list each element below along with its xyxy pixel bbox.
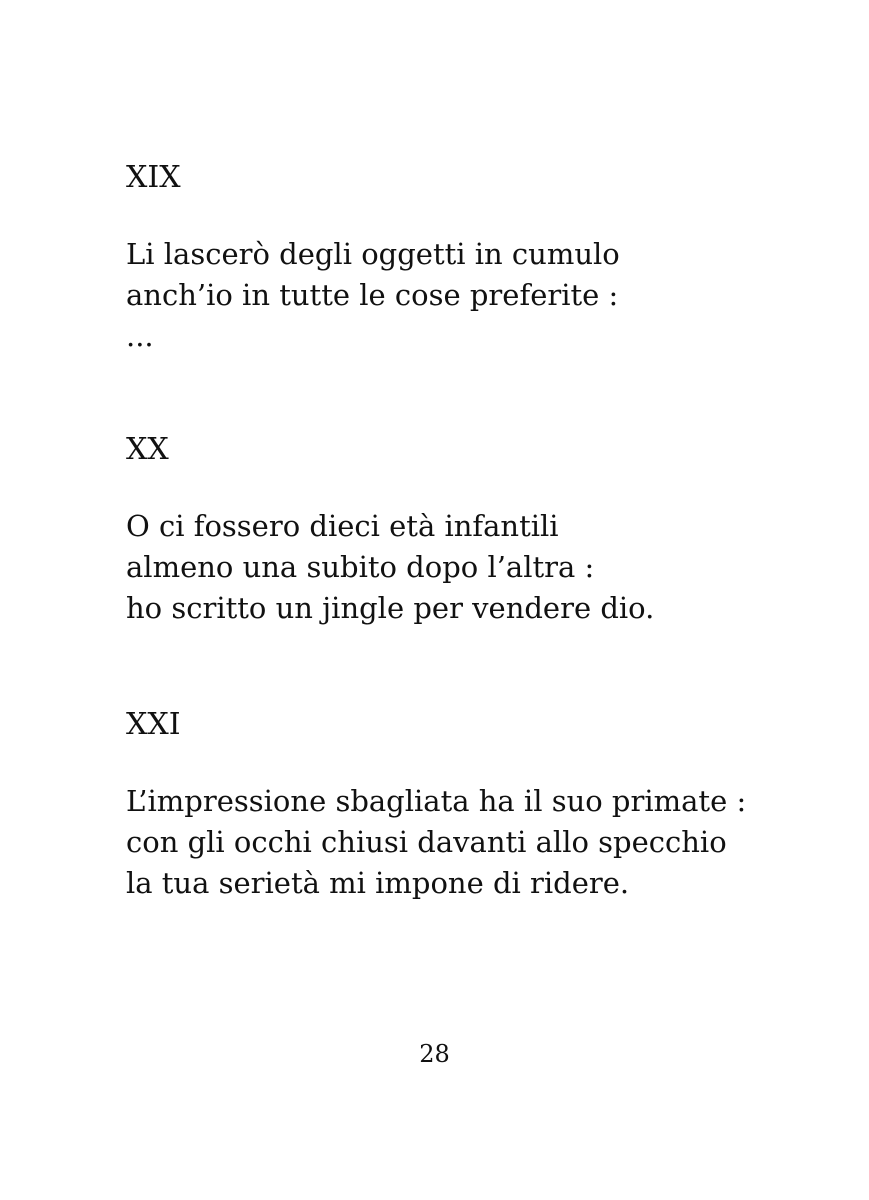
poem-title: XXI (126, 707, 181, 742)
poem-xix (126, 158, 826, 357)
poem-title: XX (126, 432, 169, 467)
verse-line: con gli occhi chiusi davanti allo specchio (126, 825, 727, 859)
verse-line: ho scritto un jingle per vendere dio. (126, 591, 655, 625)
stanza (126, 506, 826, 629)
stanza (126, 781, 826, 904)
poem-xxi (126, 705, 826, 904)
verse-line: L’impressione sbagliata ha il suo primate : (126, 784, 747, 818)
verse-line: Li lascerò degli oggetti in cumulo (126, 237, 620, 271)
poem-title: XIX (126, 160, 181, 195)
page-number: 28 (419, 1040, 450, 1068)
verse-line: la tua serietà mi impone di ridere. (126, 866, 630, 900)
verse-line: ... (126, 319, 154, 353)
stanza (126, 234, 826, 357)
poem-xx (126, 430, 826, 629)
verse-line: anch’io in tutte le cose preferite : (126, 278, 619, 312)
verse-line: O ci fossero dieci età infantili (126, 509, 559, 543)
verse-line: almeno una subito dopo l’altra : (126, 550, 595, 584)
